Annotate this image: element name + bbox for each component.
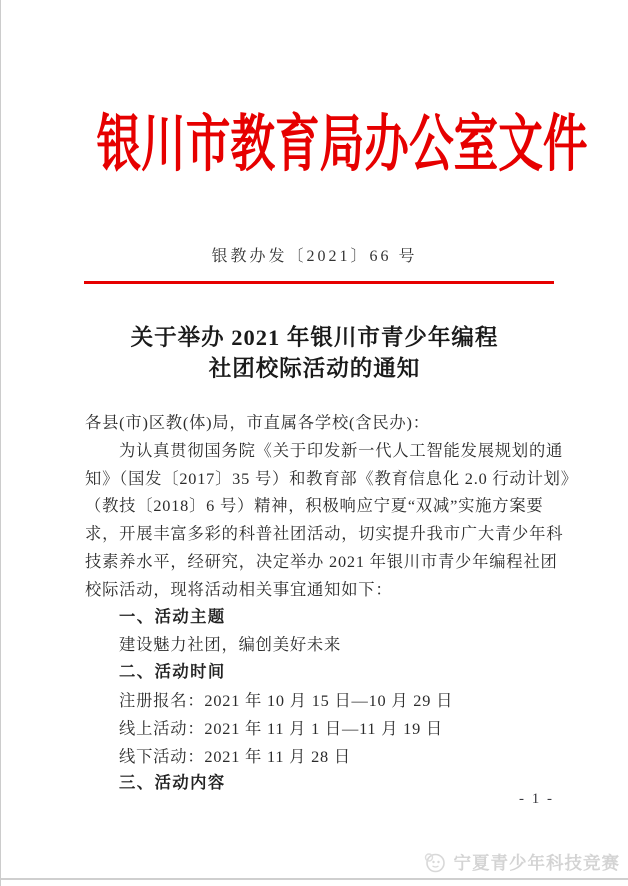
doc-title-line-1: 关于举办 2021 年银川市青少年编程 bbox=[130, 325, 499, 350]
body-line: 一、活动主题 bbox=[119, 607, 226, 626]
doc-title bbox=[1, 322, 628, 384]
watermark-text: 宁夏青少年科技竞赛 bbox=[453, 853, 620, 873]
body-line: 技素养水平，经研究，决定举办 2021 年银川市青少年编程社团 bbox=[85, 551, 558, 571]
body-line: （教技〔2018〕6 号）精神，积极响应宁夏“双减”实施方案要 bbox=[85, 496, 544, 516]
red-header-title: 银川市教育局办公室文件 bbox=[96, 111, 588, 179]
doc-title-line-2: 社团校际活动的通知 bbox=[208, 356, 421, 381]
body-line: 校际活动，现将活动相关事宜通知如下： bbox=[85, 579, 393, 599]
doc-number: 银教办发〔2021〕66 号 bbox=[211, 248, 418, 265]
bottom-edge-line bbox=[1, 878, 628, 880]
body-line: 建设魅力社团，编创美好未来 bbox=[119, 635, 342, 655]
watermark bbox=[422, 850, 621, 875]
body-line: 线下活动：2021 年 11 月 28 日 bbox=[119, 746, 351, 766]
body-lines bbox=[85, 409, 578, 798]
body-line: 二、活动时间 bbox=[119, 663, 226, 682]
body-line: 注册报名：2021 年 10 月 15 日—10 月 29 日 bbox=[119, 690, 454, 710]
red-divider-line bbox=[84, 281, 554, 284]
body-line: 知》（国发〔2017〕35 号）和教育部《教育信息化 2.0 行动计划》 bbox=[85, 468, 578, 488]
body-line: 三、活动内容 bbox=[119, 774, 226, 793]
body-line: 为认真贯彻国务院《关于印发新一代人工智能发展规划的通 bbox=[119, 440, 564, 460]
watermark-logo-icon bbox=[422, 850, 447, 875]
body-line: 线上活动：2021 年 11 月 1 日—11 月 19 日 bbox=[119, 718, 443, 738]
red-header bbox=[1, 111, 628, 179]
body-line: 求，开展丰富多彩的科普社团活动，切实提升我市广大青少年科 bbox=[85, 524, 564, 544]
page-number: - 1 - bbox=[519, 791, 554, 807]
body-line: 各县(市)区教(体)局，市直属各学校(含民办)： bbox=[85, 413, 430, 432]
